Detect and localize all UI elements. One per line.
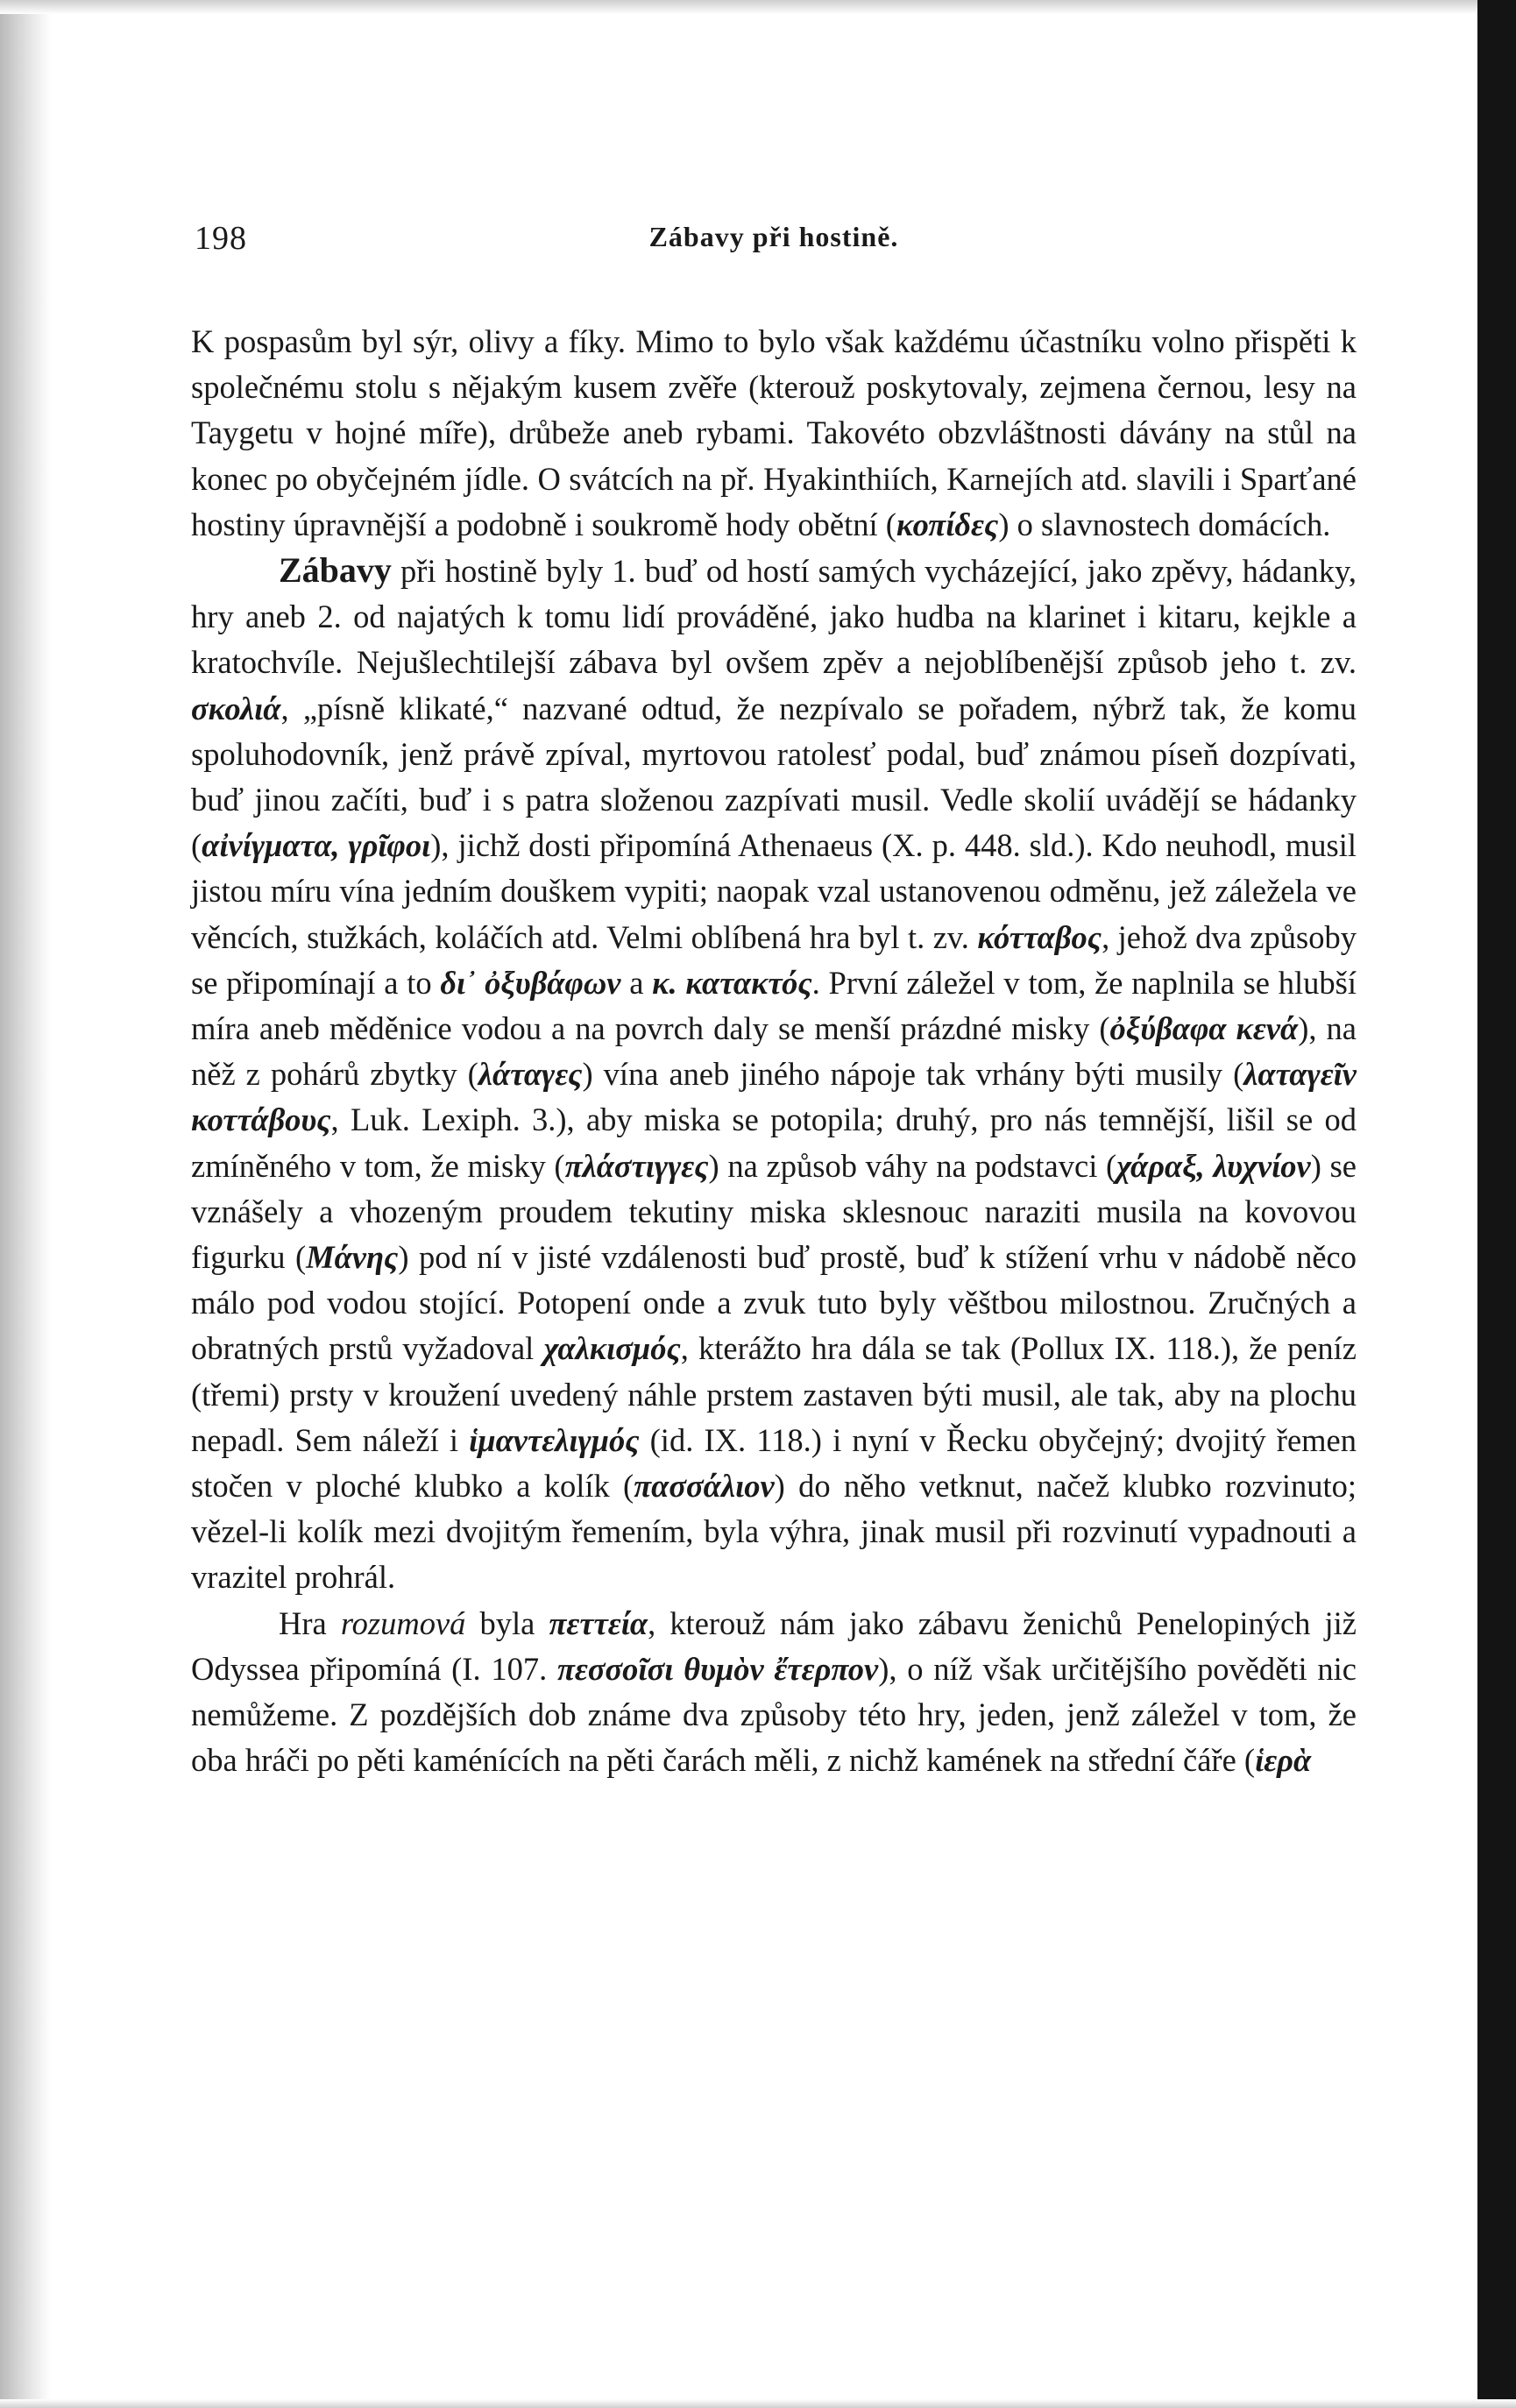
- greek-term: πεττεία: [549, 1604, 648, 1641]
- text-run: ), na něž z pohárů zbytky (: [191, 1010, 1357, 1093]
- running-head: Zábavy při hostině.: [648, 221, 899, 252]
- page-number: 198: [195, 220, 247, 257]
- text-run: (id. IX. 118.) i nyní v Řecku obyčejný; dvojitý řemen stočen v ploché klubko a kolík (: [191, 1421, 1357, 1505]
- greek-term: ἱμαντελιγμός: [469, 1421, 640, 1458]
- italic-term: rozumová: [340, 1604, 466, 1641]
- text-run: ), o níž však určitějšího pověděti nic nemůžeme. Z pozdějších dob známe dva způsoby této hry, jeden, jenž záležel v tom, že oba hráči po pěti kaménících na pěti čarách měli, z nichž kamének na střední čáře (: [191, 1650, 1357, 1779]
- scan-shadow-top: [0, 0, 1516, 14]
- greek-term: ἱερὰ: [1255, 1742, 1312, 1779]
- text-run: ) vína aneb jiného nápoje tak vrhány býti musily (: [582, 1056, 1244, 1093]
- text-run: ) se vznášely a vhozeným proudem tekutiny miska sklesnouc naraziti musila na kovovou figurku (: [191, 1147, 1357, 1276]
- page-header: [191, 219, 1357, 273]
- greek-term: δι᾽ ὀξυβάφων: [440, 964, 621, 1001]
- paragraph-1: [191, 319, 1357, 548]
- text-run: , kterážto hra dála se tak (Pollux IX. 118.), že peníz (třemi) prsty v kroužení uvedený náhle prstem zastaven býti musil, ale tak, aby na plochu nepadl. Sem náleží i: [191, 1330, 1357, 1458]
- text-run: ) o slavnostech domácích.: [998, 506, 1331, 542]
- greek-term: Μάνης: [306, 1239, 399, 1276]
- text-run: K pospasům byl sýr, olivy a fíky. Mimo to bylo však každému účastníku volno přispěti k společnému stolu s nějakým kusem zvěře (kterouž poskytovaly, zejmena černou, lesy na Taygetu v hojné míře), drůbeže aneb rybami. Takovéto obzvláštnosti dávány na stůl na konec po obyčejném jídle. O svátcích na př. Hyakinthiích, Karnejích atd. slavili i Sparťané hostiny úpravnější a podobně i soukromě hody obětní (: [191, 323, 1357, 542]
- greek-term: λάταγες: [478, 1056, 583, 1093]
- text-run: ), jichž dosti připomíná Athenaeus (X. p. 448. sld.). Kdo neuhodl, musil jistou míru vína jedním douškem vypiti; naopak vzal ustanovenou odměnu, jež záležela ve věncích, stužkách, koláčích atd. Velmi oblíbená hra byl t. zv.: [191, 827, 1357, 955]
- greek-term: κοπίδες: [896, 506, 999, 542]
- greek-term: πεσσοῖσι θυμὸν ἔτερπον: [556, 1650, 879, 1687]
- text-run: při hostině byly 1. buď od hostí samých vycházející, jako zpěvy, hádanky, hry aneb 2. od najatých k tomu lidí prováděné, jako hudba na klarinet i kitaru, kejkle a kratochvíle. Nejušlechtilejší zábava byl ovšem zpěv a nejoblíbenější způsob jeho t. zv.: [191, 553, 1357, 681]
- text-run: ) na způsob váhy na podstavci (: [708, 1147, 1117, 1184]
- text-run: Hra: [279, 1604, 341, 1641]
- greek-term: σκολιά: [191, 690, 281, 726]
- text-run: ) do něho vetknut, načež klubko rozvinuto; vězel-li kolík mezi dvojitým řemením, byla výhra, jinak musil při rozvinutí vypadnouti a vrazitel prohrál.: [191, 1468, 1357, 1596]
- greek-term: κ. κατακτός: [652, 964, 812, 1001]
- greek-term: κότταβος: [977, 918, 1102, 955]
- book-page: [191, 219, 1357, 1784]
- greek-term: ὀξύβαφα κενά: [1109, 1010, 1299, 1047]
- scan-shadow-bottom: [0, 2399, 1516, 2408]
- greek-term: χάραξ, λυχνίον: [1116, 1147, 1311, 1184]
- greek-term: χαλκισμός: [543, 1330, 681, 1367]
- body-text: [191, 319, 1357, 1784]
- greek-term: πασσάλιον: [634, 1468, 775, 1505]
- text-run: , „písně klikaté,“ nazvané odtud, že nezpívalo se pořadem, nýbrž tak, že komu spoluhodovník, jenž právě zpíval, myrtovou ratolesť podal, buď známou píseň dozpívati, buď jinou začíti, buď i s patra složenou zazpívati musil. Vedle skolií uvádějí se hádanky (: [191, 690, 1357, 864]
- paragraph-3: [191, 1601, 1357, 1784]
- scan-border-right: [1477, 0, 1516, 2408]
- text-run: ) pod ní v jisté vzdálenosti buď prostě, buď k stížení vrhu v nádobě něco málo pod vodou stojící. Potopení onde a zvuk tuto byly věštbou milostnou. Zručných a obratných prstů vyžadoval: [191, 1239, 1357, 1367]
- scan-shadow-left: [0, 0, 51, 2408]
- greek-term: πλάστιγγες: [564, 1147, 709, 1184]
- text-run: byla: [465, 1604, 549, 1641]
- section-heading: Zábavy: [279, 550, 392, 591]
- greek-term: λαταγεῖν κοττάβους: [191, 1056, 1357, 1138]
- greek-term: αἰνίγματα, γρῖφοι: [202, 827, 431, 864]
- text-run: , jehož dva způsoby se připomínají a to: [191, 918, 1357, 1001]
- text-run: a: [620, 964, 653, 1001]
- text-run: , Luk. Lexiph. 3.), aby miska se potopila; druhý, pro nás temnější, lišil se od zmíněného v tom, že misky (: [191, 1101, 1357, 1184]
- text-run: . První záležel v tom, že naplnila se hlubší míra aneb měděnice vodou a na povrch daly se menší prázdné misky (: [191, 964, 1357, 1047]
- paragraph-2: [191, 548, 1357, 1601]
- text-run: , kterouž nám jako zábavu ženichů Penelopiných již Odyssea připomíná (I. 107.: [191, 1604, 1357, 1687]
